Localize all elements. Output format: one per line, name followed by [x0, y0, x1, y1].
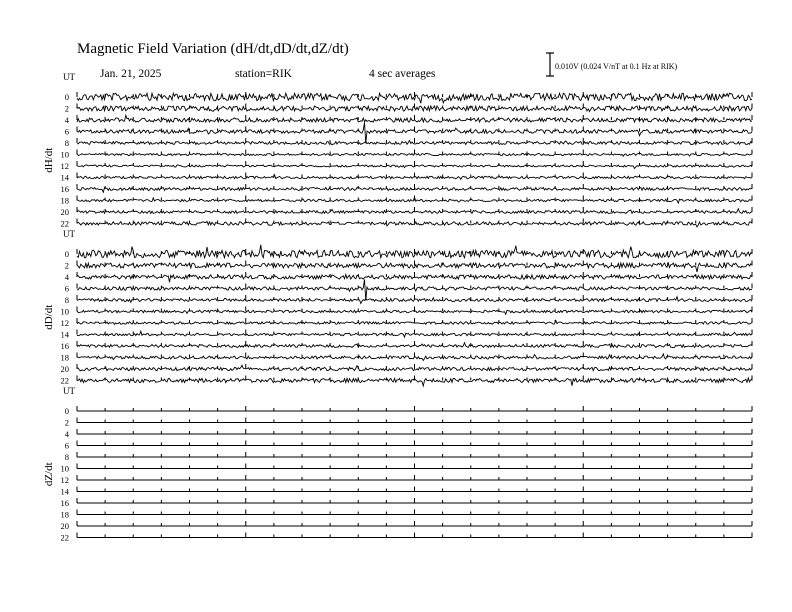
hour-label: 14	[60, 329, 69, 340]
panel-2	[43, 229, 752, 386]
hour-label: 6	[64, 440, 69, 451]
hour-ticks	[77, 429, 752, 434]
hour-ticks	[77, 533, 752, 538]
hour-ticks	[77, 376, 752, 381]
hour-label: 8	[64, 138, 69, 148]
date-label: Jan. 21, 2025	[100, 68, 162, 80]
hour-label: 18	[60, 352, 69, 363]
hour-label: 14	[60, 172, 69, 183]
hour-label: 6	[64, 126, 69, 137]
hour-label: 0	[64, 406, 69, 416]
hour-label: 4	[64, 272, 69, 282]
hour-label: 4	[64, 429, 69, 439]
hour-label: 0	[64, 92, 69, 102]
hour-ticks	[77, 510, 752, 515]
ut-label: UT	[63, 72, 75, 82]
ut-label: UT	[63, 386, 75, 396]
hour-label: 22	[60, 375, 69, 386]
hour-ticks	[77, 307, 752, 312]
averaging-label: 4 sec averages	[369, 68, 436, 80]
hour-label: 20	[60, 521, 69, 531]
panel-3	[43, 386, 752, 543]
hour-label: 14	[60, 486, 69, 497]
hour-label: 22	[60, 218, 69, 229]
hour-label: 16	[60, 184, 69, 194]
chart-title: Magnetic Field Variation (dH/dt,dD/dt,dZ/dt)	[77, 41, 349, 57]
hour-label: 18	[60, 195, 69, 206]
panel-ylabel: dD/dt	[43, 304, 55, 330]
hour-label: 12	[60, 161, 69, 171]
hour-ticks	[77, 219, 752, 224]
hour-label: 4	[64, 115, 69, 125]
hour-label: 2	[64, 260, 69, 271]
hour-label: 10	[60, 306, 69, 317]
hour-label: 8	[64, 452, 69, 462]
hour-label: 10	[60, 149, 69, 160]
hour-ticks	[77, 487, 752, 492]
hour-ticks	[77, 464, 752, 469]
panel-ylabel: dZ/dt	[43, 462, 55, 487]
hour-label: 12	[60, 475, 69, 485]
hour-label: 2	[64, 417, 69, 428]
hour-label: 16	[60, 341, 69, 351]
hour-label: 6	[64, 283, 69, 294]
scale-bar	[546, 53, 554, 76]
hour-label: 10	[60, 463, 69, 474]
panels-group	[43, 72, 752, 543]
hour-label: 16	[60, 498, 69, 508]
hour-ticks	[77, 521, 752, 526]
scale-label: 0.010V (0.024 V/nT at 0.1 Hz at RIK)	[555, 62, 678, 71]
hour-label: 20	[60, 207, 69, 217]
hour-ticks	[77, 406, 752, 411]
panel-1	[43, 72, 752, 229]
hour-label: 2	[64, 103, 69, 114]
hour-ticks	[77, 104, 752, 109]
hour-ticks	[77, 498, 752, 503]
panel-ylabel: dH/dt	[43, 147, 55, 173]
hour-ticks	[77, 418, 752, 423]
hour-ticks	[77, 92, 752, 97]
hour-label: 22	[60, 532, 69, 543]
hour-label: 12	[60, 318, 69, 328]
station-label: station=RIK	[235, 68, 292, 80]
hour-label: 8	[64, 295, 69, 305]
ut-label: UT	[63, 229, 75, 239]
hour-ticks	[77, 127, 752, 132]
hour-ticks	[77, 475, 752, 480]
hour-ticks	[77, 441, 752, 446]
hour-label: 0	[64, 249, 69, 259]
hour-label: 18	[60, 509, 69, 520]
hour-ticks	[77, 452, 752, 457]
hour-ticks	[77, 115, 752, 120]
hour-label: 20	[60, 364, 69, 374]
